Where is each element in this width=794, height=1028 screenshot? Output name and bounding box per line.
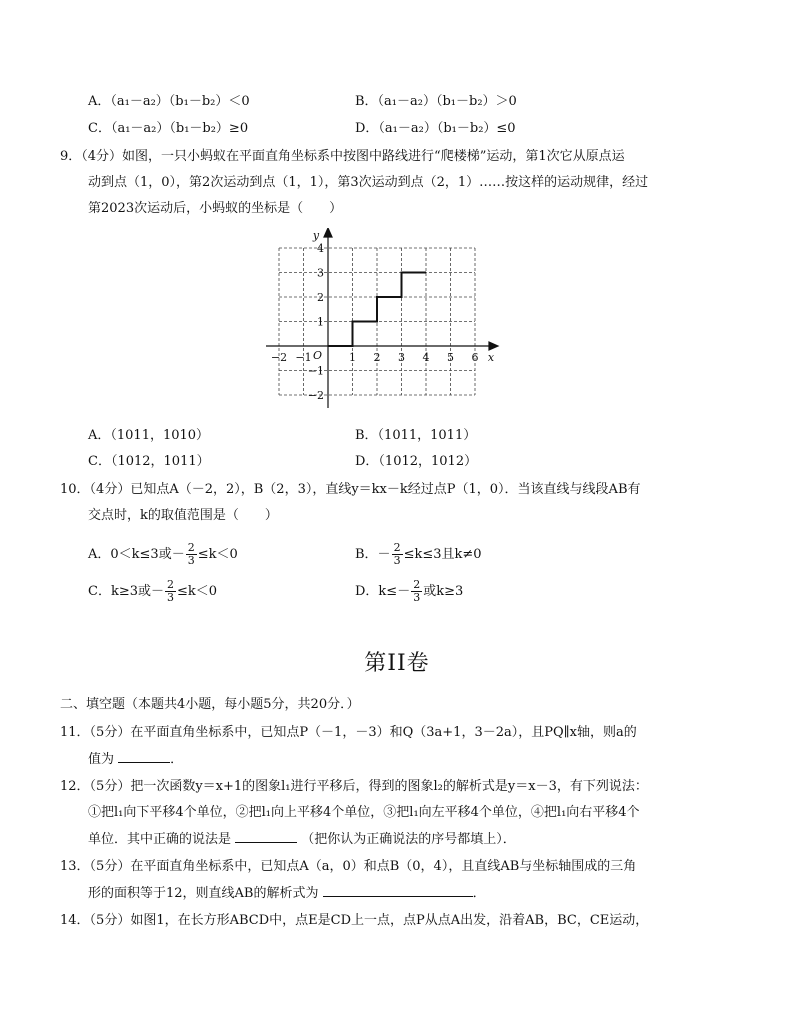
q13-line2-text: 形的面积等于12，则直线AB的解析式为 [88,886,319,901]
section-title: 第II卷 [364,651,430,676]
y-tick-label: −1 [307,364,324,378]
staircase-graph [262,228,502,414]
q10-option-c-post: ≤k＜0 [177,584,218,599]
x-tick-label: 3 [398,351,405,364]
q10-option-c [88,578,217,606]
fraction [165,579,176,604]
q9-option-a: A．（1011，1010） [88,428,210,443]
fraction-denominator: 3 [413,591,421,604]
graph-axes [266,228,498,408]
q9-option-c: C．（1012，1011） [88,454,210,469]
q10-option-a [88,541,238,569]
q8-option-a: A．（a₁－a₂）（b₁－b₂）＜0 [88,94,250,109]
q13-answer-blank[interactable] [323,884,473,897]
q12-line3-end: （把你认为正确说法的序号都填上）． [301,832,516,847]
q10-stem-line1: 10．（4分）已知点A（－2，2），B（2，3），直线y＝kx－k经过点P（1，0）．当该直线与线段AB有 [60,482,641,497]
q13-line2-end: ． [472,886,486,901]
q11-line2-text: 值为 [88,752,115,767]
q11-line2-end: ． [170,752,184,767]
fraction-numerator: 2 [187,541,195,554]
y-tick-label: 3 [317,266,324,280]
q11-line2 [88,750,183,769]
y-tick-label: 1 [317,315,324,329]
q10-option-d-post: 或k≥3 [423,584,464,599]
y-axis-label: y [312,229,320,242]
q9-option-d: D．（1012，1012） [355,454,478,469]
x-tick-label: 5 [447,351,454,364]
q10-option-d-pre: D．k≤－ [355,584,411,599]
fraction-numerator: 2 [167,578,174,591]
fraction [392,542,403,567]
q8-option-d: D．（a₁－a₂）（b₁－b₂）≤0 [355,121,516,136]
q12-line2: ①把l₁向下平移4个单位，②把l₁向上平移4个单位，③把l₁向左平移4个单位，④把l₁向右平移4个 [88,805,640,820]
y-axis-arrow-icon [324,228,332,237]
x-tick-label: −1 [295,351,312,364]
x-tick-label: 1 [349,351,356,364]
q12-line3 [88,830,516,849]
q12-answer-blank[interactable] [235,830,297,843]
q10-option-a-post: ≤k＜0 [197,547,238,562]
q13-line1: 13．（5分）在平面直角坐标系中，已知点A（a，0）和点B（0，4），且直线AB与坐标轴围成的三角 [60,859,637,874]
q10-option-c-pre: C．k≥3或－ [88,584,164,599]
section2-heading: 二、填空题（本题共4小题，每小题5分，共20分．） [60,697,360,712]
fraction-denominator: 3 [393,554,401,567]
q8-option-c: C．（a₁－a₂）（b₁－b₂）≥0 [88,121,249,136]
x-tick-label: 6 [471,351,479,364]
q11-answer-blank[interactable] [118,750,170,763]
q10-option-b-pre: B．－ [355,547,391,562]
q11-line1: 11．（5分）在平面直角坐标系中，已知点P（－1，－3）和Q（3a+1，3－2a），且PQ∥x轴，则a的 [60,725,637,740]
fraction-denominator: 3 [187,554,195,567]
q8-option-b: B．（a₁－a₂）（b₁－b₂）＞0 [355,94,517,109]
q10-stem-line2: 交点时，k的取值范围是（ ） [88,508,278,523]
q10-option-b-post: ≤k≤3且k≠0 [403,547,482,562]
x-axis-label: x [487,351,495,364]
y-tick-label: 2 [317,291,324,304]
fraction-numerator: 2 [413,578,421,591]
q10-option-d [355,578,463,606]
q12-line1: 12．（5分）把一次函数y＝x+1的图象l₁进行平移后，得到的图象l₂的解析式是y＝x－3，有下列说法： [60,779,648,794]
fraction [186,542,197,567]
x-tick-label: 4 [422,351,430,364]
fraction [411,579,422,604]
q12-line3-text: 单位．其中正确的说法是 [88,832,232,847]
x-tick-label: −2 [270,351,288,364]
q10-option-a-pre: A．0＜k≤3或－ [88,547,185,562]
fraction-denominator: 3 [167,591,174,604]
q9-stem-line1: 9．（4分）如图，一只小蚂蚁在平面直角坐标系中按图中路线进行“爬楼梯”运动，第1次它从原点运 [60,149,625,164]
x-axis-arrow-icon [489,342,498,350]
q9-option-b: B．（1011，1011） [355,428,477,443]
q13-line2 [88,884,486,903]
q9-stem-line3: 第2023次运动后，小蚂蚁的坐标是（ ） [88,201,343,216]
y-tick-label: 4 [317,242,324,255]
x-tick-label: 2 [373,351,381,364]
fraction-numerator: 2 [393,541,401,554]
y-tick-label: −2 [307,389,324,402]
q9-stem-line2: 动到点（1，0），第2次运动到点（1，1），第3次运动到点（2，1）……按这样的运动规律，经过 [88,175,649,190]
q10-option-b [355,541,482,569]
origin-label: O [312,349,322,362]
q14-line1: 14．（5分）如图1，在长方形ABCD中，点E是CD上一点，点P从点A出发，沿着AB，BC，CE运动， [60,913,649,928]
